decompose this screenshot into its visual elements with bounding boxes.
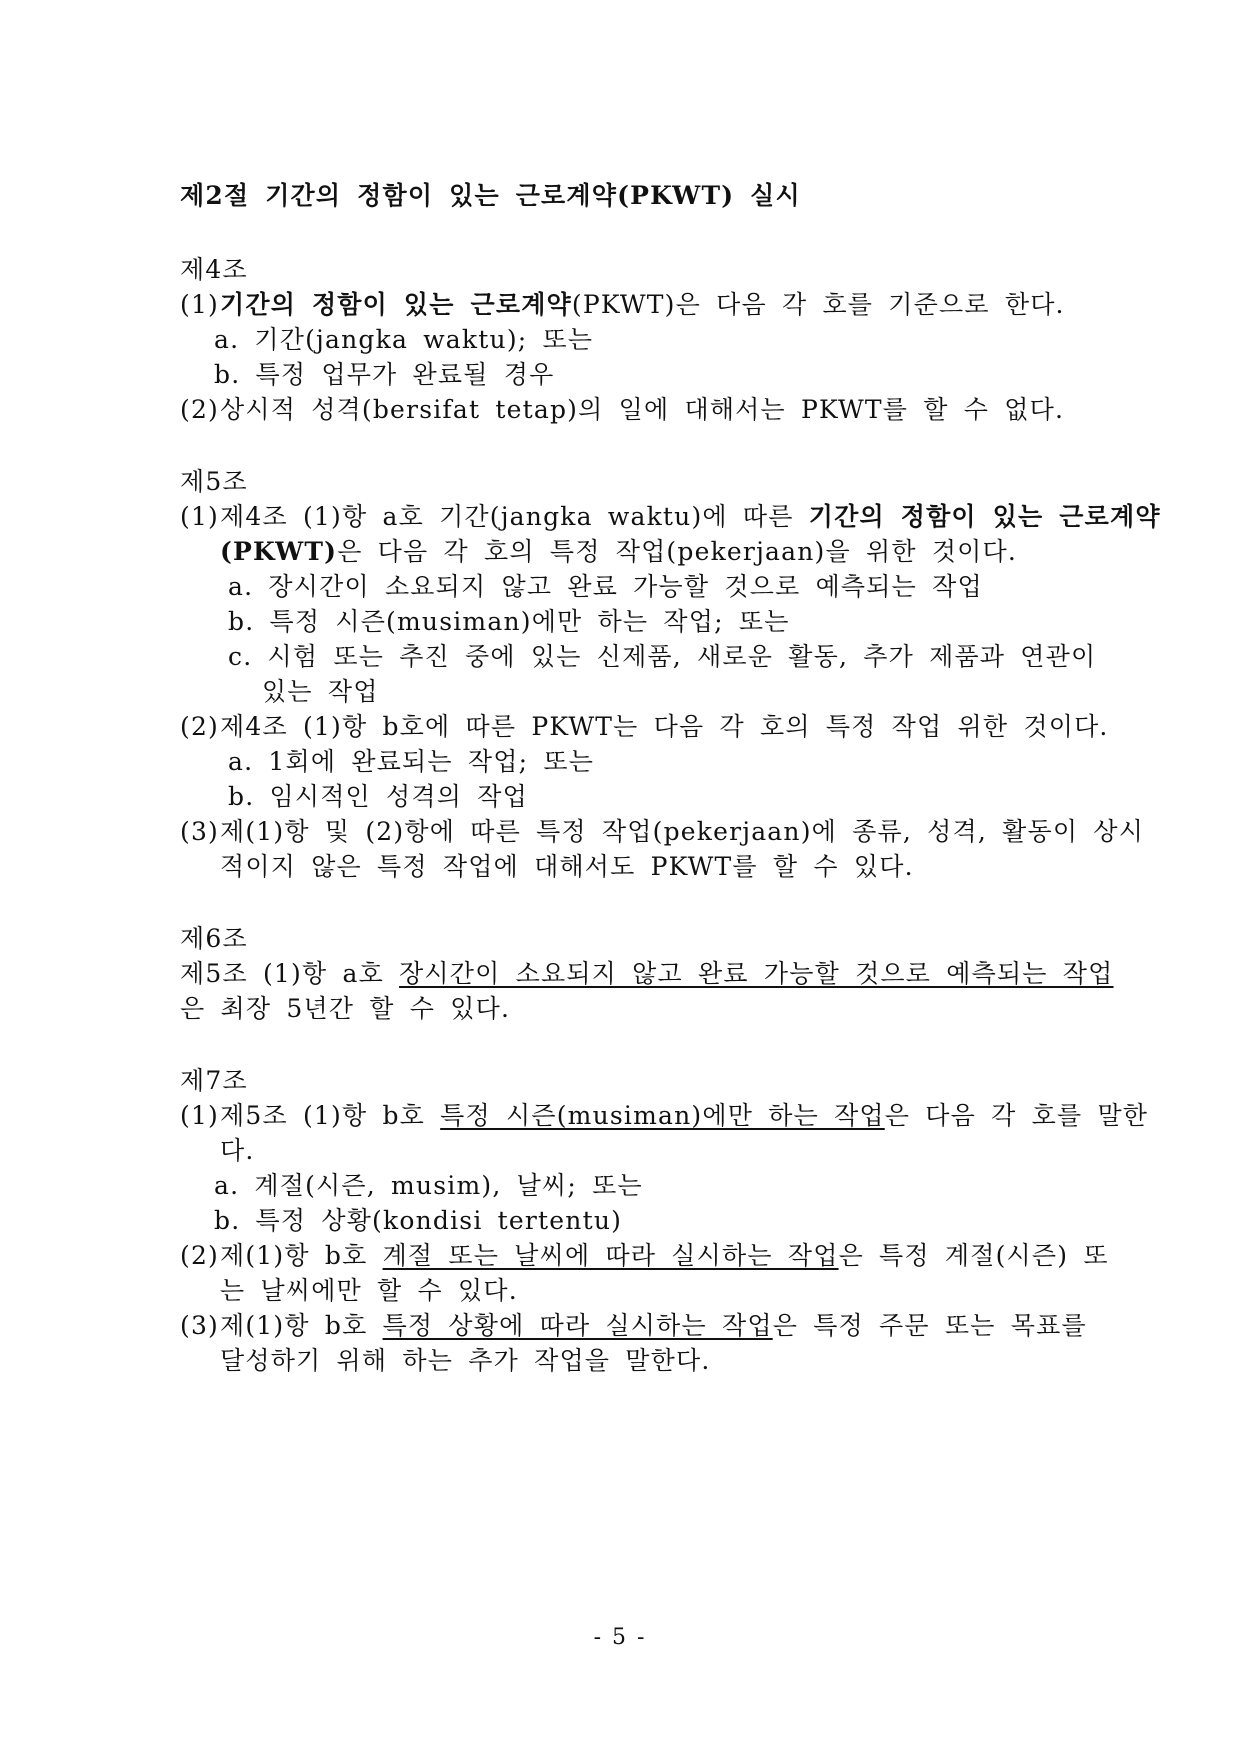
article-5-item-c-line-1: c. 시험 또는 추진 중에 있는 신제품, 새로운 활동, 추가 제품과 연관이 — [228, 642, 1097, 671]
section-title: 제2절 기간의 정함이 있는 근로계약(PKWT) 실시 — [180, 181, 801, 210]
article-5-para-2 — [180, 711, 1109, 743]
para-text: 은 특정 주문 또는 목표를 — [772, 1311, 1087, 1340]
page-number: - 5 - — [593, 1625, 647, 1650]
underlined-term: 특정 시즌(musiman)에만 하는 작업 — [440, 1101, 885, 1130]
para-number: (3) — [180, 817, 220, 846]
article-7-para-1-line-1 — [180, 1100, 1149, 1132]
para-number: (3) — [180, 1311, 220, 1340]
underlined-term: 특정 상황에 따라 실시하는 작업 — [382, 1311, 773, 1340]
article-4-para-2 — [180, 394, 1080, 426]
para-number: (1) — [180, 502, 220, 531]
bold-term: (PKWT) — [220, 537, 338, 566]
article-5-para-2-item-a: a. 1회에 완료되는 작업; 또는 — [228, 747, 595, 776]
para-text: 제(1)항 b호 — [220, 1241, 383, 1270]
para-text: 상시적 성격(bersifat tetap)의 일에 대해서는 PKWT를 할 수 없다. — [220, 395, 1065, 424]
article-7-para-1-line-2: 다. — [220, 1136, 255, 1165]
article-4-item-a: a. 기간(jangka waktu); 또는 — [214, 325, 594, 354]
article-7-para-3-line-2: 달성하기 위해 하는 추가 작업을 말한다. — [220, 1346, 711, 1375]
underlined-term: 계절 또는 날씨에 따라 실시하는 작업 — [382, 1241, 839, 1270]
article-4-heading: 제4조 — [180, 255, 248, 284]
article-5-para-1-line-2 — [220, 536, 1080, 568]
para-number: (2) — [180, 395, 220, 424]
para-number: (1) — [180, 1101, 220, 1130]
para-text: (PKWT)은 다음 각 호를 기준으로 한다. — [571, 290, 1065, 319]
underlined-term: 장시간이 소요되지 않고 완료 가능할 것으로 예측되는 작업 — [399, 959, 1114, 988]
para-text: 제(1)항 및 (2)항에 따른 특정 작업(pekerjaan)에 종류, 성격, 활동이 상시 — [220, 817, 1145, 846]
article-7-para-3-line-1 — [180, 1310, 1087, 1342]
article-5-item-b: b. 특정 시즌(musiman)에만 하는 작업; 또는 — [228, 607, 790, 636]
article-6-line-1 — [180, 958, 1114, 990]
para-text: 제4조 (1)항 b호에 따른 PKWT는 다음 각 호의 특정 작업 위한 것이다. — [220, 712, 1109, 741]
para-number: (1) — [180, 290, 220, 319]
article-7-heading: 제7조 — [180, 1066, 248, 1095]
article-7-para-2-line-2: 는 날씨에만 할 수 있다. — [220, 1276, 518, 1305]
para-text: 제(1)항 b호 — [220, 1311, 383, 1340]
bold-term: 기간의 정함이 있는 근로계약 — [220, 290, 572, 319]
article-5-item-c-line-2: 있는 작업 — [262, 677, 379, 706]
para-number: (2) — [180, 712, 220, 741]
article-7-item-b: b. 특정 상황(kondisi tertentu) — [214, 1206, 623, 1235]
article-5-para-3-line-2: 적이지 않은 특정 작업에 대해서도 PKWT를 할 수 있다. — [220, 852, 914, 881]
para-text: 은 다음 각 호의 특정 작업(pekerjaan)을 위한 것이다. — [337, 537, 1018, 566]
para-text: 은 다음 각 호를 말한 — [884, 1101, 1149, 1130]
article-4-para-1 — [180, 289, 1065, 321]
article-5-para-3-line-1 — [180, 816, 1145, 848]
para-text: 제5조 (1)항 b호 — [220, 1101, 441, 1130]
article-5-item-a: a. 장시간이 소요되지 않고 완료 가능할 것으로 예측되는 작업 — [228, 572, 983, 601]
article-5-para-1-line-1 — [180, 501, 1161, 533]
article-7-item-a: a. 계절(시즌, musim), 날씨; 또는 — [214, 1171, 643, 1200]
para-text: 제4조 (1)항 a호 기간(jangka waktu)에 따른 — [220, 502, 809, 531]
article-5-heading: 제5조 — [180, 467, 248, 496]
para-text: 은 특정 계절(시즌) 또 — [838, 1241, 1109, 1270]
article-6-line-2: 은 최장 5년간 할 수 있다. — [180, 994, 511, 1023]
article-4-item-b: b. 특정 업무가 완료될 경우 — [214, 360, 555, 389]
article-5-para-2-item-b: b. 임시적인 성격의 작업 — [228, 782, 528, 811]
bold-term: 기간의 정함이 있는 근로계약 — [808, 502, 1161, 531]
para-text: 제5조 (1)항 a호 — [180, 959, 400, 988]
para-number: (2) — [180, 1241, 220, 1270]
article-6-heading: 제6조 — [180, 924, 248, 953]
article-7-para-2-line-1 — [180, 1240, 1109, 1272]
